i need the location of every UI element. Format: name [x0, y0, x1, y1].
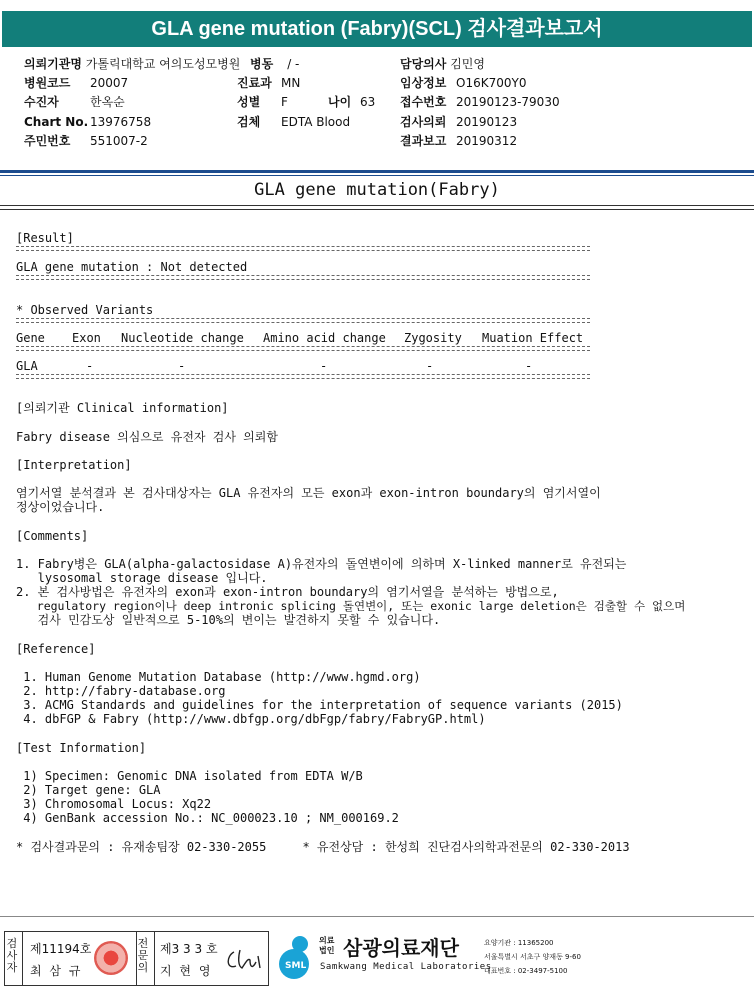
sml-logo-icon — [270, 932, 318, 980]
hospital-value: 가톨릭대학교 여의도성모병원 — [85, 57, 241, 71]
tester-vertical-label: 검사자 — [6, 937, 18, 974]
col-exon: Exon — [72, 331, 101, 345]
interpretation-line: 염기서열 분석결과 본 검사대상자는 GLA 유전자의 모든 exon과 exon-intron boundary의 염기서열이 — [16, 486, 601, 500]
seal-stamp — [94, 941, 128, 975]
col-amino-acid: Amino acid change — [263, 331, 386, 345]
receipt-label: 접수번호 — [400, 95, 447, 109]
chart-label: Chart No. — [24, 115, 89, 129]
cell-amino-acid: - — [320, 359, 328, 373]
comment-line: lysosomal storage disease 입니다. — [16, 571, 268, 585]
tester-name: 최 삼 규 — [30, 964, 83, 978]
test-info-item: 4) GenBank accession No.: NC_000023.10 ; NM_000169.2 — [16, 811, 399, 825]
org-name-en: Samkwang Medical Laboratories — [320, 962, 492, 972]
report-title: GLA gene mutation (Fabry)(SCL) 검사결과보고서 — [2, 11, 752, 47]
comments-heading: [Comments] — [16, 529, 89, 543]
dash-rule — [16, 318, 590, 323]
reference-item: 2. http://fabry-database.org — [16, 684, 226, 698]
org-code: 요양기관 : 11365200 — [484, 939, 554, 947]
interpretation-heading: [Interpretation] — [16, 458, 132, 472]
col-effect: Muation Effect — [482, 331, 584, 345]
test-info-item: 2) Target gene: GLA — [16, 783, 161, 797]
dash-rule — [16, 275, 590, 280]
test-info-item: 3) Chromosomal Locus: Xq22 — [16, 797, 212, 811]
age-value: 63 — [360, 95, 376, 109]
request-label: 검사의뢰 — [400, 115, 447, 129]
hospital-label: 의뢰기관명 — [24, 57, 82, 71]
specialist-name: 지 현 영 — [160, 964, 213, 978]
patient-label: 수진자 — [24, 95, 59, 109]
test-info-heading: [Test Information] — [16, 741, 147, 755]
col-gene: Gene — [16, 331, 45, 345]
dash-rule — [16, 346, 590, 351]
cell-effect: - — [525, 359, 533, 373]
chart-value: 13976758 — [90, 115, 152, 129]
dash-rule — [16, 246, 590, 251]
reference-item: 3. ACMG Standards and guidelines for the interpretation of sequence variants (2015) — [16, 698, 623, 712]
org-prefix-top: 의료 — [319, 936, 335, 945]
org-phone: 대표번호 : 02-3497-5100 — [484, 967, 568, 975]
org-info — [484, 936, 581, 978]
cell-gene: GLA — [16, 359, 38, 373]
header-divider — [0, 170, 754, 173]
id-label: 주민번호 — [24, 134, 71, 148]
clinic-value: MN — [281, 76, 301, 90]
comment-line: 1. Fabry병은 GLA(alpha-galactosidase A)유전자의 돌연변이에 의하며 X-linked manner로 유전되는 — [16, 557, 627, 571]
dept-label: 병동 — [250, 57, 274, 71]
sex-value: F — [281, 95, 288, 109]
code-label: 병원코드 — [24, 76, 71, 90]
report-date-label: 결과보고 — [400, 134, 447, 148]
specialist-license: 제3 3 3 호 — [160, 942, 218, 956]
header-divider-thin — [0, 175, 754, 176]
sample-label: 검체 — [237, 115, 261, 129]
sample-value: EDTA Blood — [281, 115, 351, 129]
code-value: 20007 — [90, 76, 129, 90]
dept-value: / - — [287, 57, 300, 71]
section-title-rule — [0, 205, 754, 210]
doctor-label: 담당의사 — [400, 57, 447, 71]
footer-divider — [0, 916, 754, 917]
doctor-value: 김민영 — [450, 57, 485, 71]
org-address: 서울특별시 서초구 양재동 9-60 — [484, 953, 581, 961]
col-zygosity: Zygosity — [404, 331, 462, 345]
comment-line: regulatory region이나 deep intronic splicing 돌연변이, 또는 exonic large deletion은 검출할 수 없으며 — [16, 599, 686, 613]
cell-zygosity: - — [426, 359, 434, 373]
request-value: 20190123 — [456, 115, 518, 129]
comment-line: 검사 민감도상 일반적으로 5-10%의 변이는 발견하지 못할 수 있습니다. — [16, 613, 441, 627]
comment-line: 2. 본 검사방법은 유전자의 exon과 exon-intron boundary의 염기서열을 분석하는 방법으로, — [16, 585, 559, 599]
specialist-vertical-label: 전문의 — [137, 937, 149, 974]
receipt-value: 20190123-79030 — [456, 95, 560, 109]
report-date-value: 20190312 — [456, 134, 518, 148]
cell-nucleotide: - — [178, 359, 186, 373]
clinical-heading: [의뢰기관 Clinical information] — [16, 401, 229, 415]
org-prefix — [319, 936, 334, 956]
clinical-info-label: 임상정보 — [400, 76, 447, 90]
org-prefix-bottom: 법인 — [319, 946, 335, 955]
reference-item: 1. Human Genome Mutation Database (http://www.hgmd.org) — [16, 670, 421, 684]
clinical-text: Fabry disease 의심으로 유전자 검사 의뢰함 — [16, 430, 278, 444]
cell-exon: - — [86, 359, 94, 373]
clinic-label: 진료과 — [237, 76, 272, 90]
variants-heading: * Observed Variants — [16, 303, 154, 317]
logo-text: SML — [285, 961, 307, 971]
org-name: 삼광의료재단 — [343, 936, 459, 960]
contact-line: * 검사결과문의 : 유재송팀장 02-330-2055 * 유전상담 : 한성희 진단검사의학과전문의 02-330-2013 — [16, 840, 630, 854]
interpretation-line: 정상이었습니다. — [16, 500, 105, 514]
dash-rule — [16, 374, 590, 379]
sex-label: 성별 — [237, 95, 261, 109]
section-title: GLA gene mutation(Fabry) — [254, 180, 500, 200]
id-value: 551007-2 — [90, 134, 148, 148]
signature-icon — [222, 944, 264, 976]
col-nucleotide: Nucleotide change — [121, 331, 244, 345]
age-label: 나이 — [328, 95, 352, 109]
result-heading: [Result] — [16, 231, 74, 245]
tester-license: 제11194호 — [30, 942, 92, 956]
test-info-item: 1) Specimen: Genomic DNA isolated from EDTA W/B — [16, 769, 363, 783]
clinical-info-value: O16K700Y0 — [456, 76, 527, 90]
reference-heading: [Reference] — [16, 642, 96, 656]
reference-item: 4. dbFGP & Fabry (http://www.dbfgp.org/dbFgp/fabry/FabryGP.html) — [16, 712, 486, 726]
patient-value: 한옥순 — [90, 95, 125, 109]
result-line: GLA gene mutation : Not detected — [16, 260, 248, 274]
